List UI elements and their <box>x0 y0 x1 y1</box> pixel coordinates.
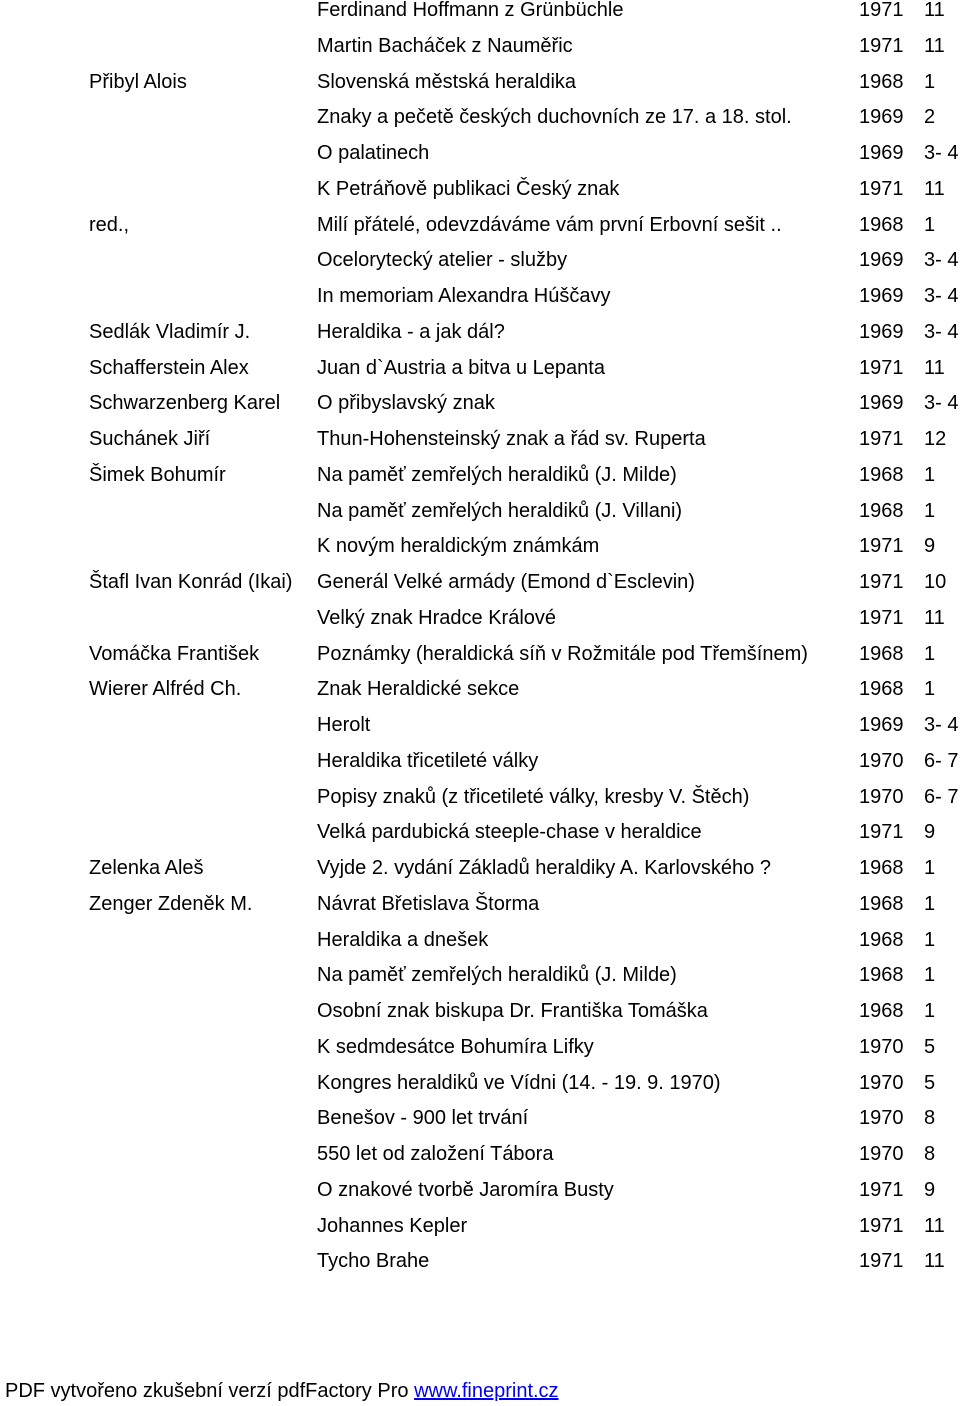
index-row <box>0 322 960 358</box>
index-row <box>0 1180 960 1216</box>
title-cell: Znaky a pečetě českých duchovních ze 17. a 18. stol. <box>317 106 792 129</box>
index-row <box>0 358 960 394</box>
title-cell: Juan d`Austria a bitva u Lepanta <box>317 356 605 379</box>
title-cell: 550 let od založení Tábora <box>317 1143 554 1165</box>
index-row <box>0 465 960 501</box>
index-row <box>0 143 960 179</box>
year-cell: 1970 <box>859 1107 904 1130</box>
index-row <box>0 858 960 894</box>
year-cell: 1968 <box>859 70 904 93</box>
index-row <box>0 1108 960 1144</box>
issue-cell: 3- 4 <box>924 392 959 415</box>
issue-cell: 5 <box>924 1071 936 1094</box>
index-row <box>0 1216 960 1252</box>
title-cell: Na paměť zemřelých heraldiků (J. Villani) <box>317 499 683 522</box>
issue-cell: 5 <box>924 1035 936 1058</box>
year-cell: 1970 <box>859 1035 904 1058</box>
issue-cell: 6- 7 <box>924 785 959 808</box>
year-cell: 1969 <box>859 714 904 736</box>
issue-cell: 11 <box>924 34 945 57</box>
year-cell: 1971 <box>859 606 904 629</box>
issue-cell: 3- 4 <box>924 320 959 343</box>
issue-cell: 10 <box>924 571 947 593</box>
year-cell: 1968 <box>859 964 904 987</box>
issue-cell: 11 <box>924 356 945 379</box>
index-row <box>0 715 960 751</box>
author-cell: red., <box>89 213 130 236</box>
issue-cell: 6- 7 <box>924 749 959 772</box>
title-cell: Návrat Břetislava Štorma <box>317 892 540 915</box>
index-row <box>0 429 960 465</box>
footer-link[interactable]: www.fineprint.cz <box>414 1380 559 1402</box>
index-row <box>0 393 960 429</box>
year-cell: 1971 <box>859 821 904 844</box>
issue-cell: 11 <box>924 1214 945 1237</box>
index-row <box>0 572 960 608</box>
index-row <box>0 965 960 1001</box>
year-cell: 1969 <box>859 320 904 343</box>
index-row <box>0 215 960 251</box>
issue-cell: 1 <box>924 964 936 987</box>
year-cell: 1969 <box>859 249 904 272</box>
year-cell: 1971 <box>859 428 904 450</box>
year-cell: 1969 <box>859 142 904 164</box>
issue-cell: 3- 4 <box>924 285 959 307</box>
title-cell: Martin Bacháček z Nauměřic <box>317 34 573 57</box>
author-cell: Zenger Zdeněk M. <box>89 892 253 915</box>
issue-cell: 11 <box>924 0 945 21</box>
author-cell: Zelenka Aleš <box>89 857 204 879</box>
year-cell: 1971 <box>859 1250 904 1273</box>
year-cell: 1969 <box>859 285 904 307</box>
year-cell: 1971 <box>859 177 904 200</box>
title-cell: Benešov - 900 let trvání <box>317 1107 529 1130</box>
year-cell: 1969 <box>859 106 904 129</box>
year-cell: 1971 <box>859 34 904 57</box>
issue-cell: 1 <box>924 499 936 522</box>
index-row <box>0 751 960 787</box>
issue-cell: 8 <box>924 1107 936 1130</box>
title-cell: K novým heraldickým známkám <box>317 535 600 558</box>
title-cell: Slovenská městská heraldika <box>317 70 577 93</box>
title-cell: Znak Heraldické sekce <box>317 678 520 701</box>
title-cell: Generál Velké armády (Emond d`Esclevin) <box>317 571 695 593</box>
title-cell: Ferdinand Hoffmann z Grünbüchle <box>317 0 624 21</box>
year-cell: 1971 <box>859 1214 904 1237</box>
issue-cell: 1 <box>924 642 936 665</box>
title-cell: Osobní znak biskupa Dr. Františka Tomáška <box>317 1000 708 1022</box>
year-cell: 1971 <box>859 535 904 558</box>
year-cell: 1968 <box>859 213 904 236</box>
issue-cell: 1 <box>924 928 936 951</box>
title-cell: Velký znak Hradce Králové <box>317 606 557 629</box>
title-cell: Popisy znaků (z třicetileté války, kresby V. Štěch) <box>317 785 750 808</box>
title-cell: Kongres heraldiků ve Vídni (14. - 19. 9. 1970) <box>317 1071 721 1094</box>
year-cell: 1971 <box>859 1178 904 1201</box>
issue-cell: 1 <box>924 892 936 915</box>
title-cell: Heraldika třicetileté války <box>317 749 539 772</box>
year-cell: 1970 <box>859 1071 904 1094</box>
title-cell: K sedmdesátce Bohumíra Lifky <box>317 1035 594 1058</box>
index-row <box>0 1073 960 1109</box>
index-row <box>0 894 960 930</box>
issue-cell: 9 <box>924 1178 936 1201</box>
issue-cell: 3- 4 <box>924 142 959 164</box>
title-cell: Vyjde 2. vydání Základů heraldiky A. Karlovského ? <box>317 857 771 879</box>
title-cell: Poznámky (heraldická síň v Rožmitále pod Třemšínem) <box>317 643 808 665</box>
title-cell: Ocelorytecký atelier - služby <box>317 249 568 272</box>
issue-cell: 3- 4 <box>924 249 959 272</box>
issue-cell: 11 <box>924 177 945 200</box>
title-cell: Milí přátelé, odevzdáváme vám první Erbovní sešit .. <box>317 213 782 236</box>
title-cell: Na paměť zemřelých heraldiků (J. Milde) <box>317 463 677 486</box>
index-row <box>0 1144 960 1180</box>
author-cell: Wierer Alfréd Ch. <box>89 678 242 701</box>
author-cell: Šimek Bohumír <box>89 463 226 486</box>
title-cell: O palatinech <box>317 142 430 164</box>
title-cell: Thun-Hohensteinský znak a řád sv. Ruperta <box>317 428 706 450</box>
author-cell: Přibyl Alois <box>89 70 187 93</box>
year-cell: 1968 <box>859 892 904 915</box>
index-row <box>0 536 960 572</box>
year-cell: 1971 <box>859 571 904 593</box>
issue-cell: 9 <box>924 535 936 558</box>
index-row <box>0 36 960 72</box>
title-cell: In memoriam Alexandra Húščavy <box>317 285 611 307</box>
issue-cell: 11 <box>924 1250 945 1273</box>
index-row <box>0 679 960 715</box>
index-row <box>0 608 960 644</box>
index-row <box>0 286 960 322</box>
author-cell: Schwarzenberg Karel <box>89 392 281 415</box>
author-cell: Sedlák Vladimír J. <box>89 320 251 343</box>
issue-cell: 2 <box>924 106 936 129</box>
title-cell: Heraldika - a jak dál? <box>317 320 505 343</box>
title-cell: K Petráňově publikaci Český znak <box>317 177 620 200</box>
year-cell: 1968 <box>859 928 904 951</box>
year-cell: 1968 <box>859 642 904 665</box>
issue-cell: 1 <box>924 70 936 93</box>
index-row <box>0 250 960 286</box>
index-row <box>0 1251 960 1287</box>
year-cell: 1970 <box>859 785 904 808</box>
title-cell: O přibyslavský znak <box>317 392 495 415</box>
index-row <box>0 930 960 966</box>
issue-cell: 1 <box>924 678 936 701</box>
year-cell: 1971 <box>859 356 904 379</box>
index-row <box>0 787 960 823</box>
year-cell: 1968 <box>859 1000 904 1022</box>
title-cell: Heraldika a dnešek <box>317 928 489 951</box>
issue-cell: 9 <box>924 821 936 844</box>
year-cell: 1970 <box>859 1143 904 1165</box>
pdf-footer <box>5 1380 559 1402</box>
title-cell: Herolt <box>317 714 371 736</box>
index-row <box>0 1001 960 1037</box>
issue-cell: 11 <box>924 606 945 629</box>
issue-cell: 8 <box>924 1143 936 1165</box>
index-row <box>0 822 960 858</box>
author-cell: Schafferstein Alex <box>89 356 249 379</box>
index-row <box>0 179 960 215</box>
year-cell: 1969 <box>859 392 904 415</box>
title-cell: O znakové tvorbě Jaromíra Busty <box>317 1178 614 1201</box>
issue-cell: 1 <box>924 463 936 486</box>
issue-cell: 12 <box>924 428 947 450</box>
title-cell: Na paměť zemřelých heraldiků (J. Milde) <box>317 964 677 987</box>
footer-text: PDF vytvořeno zkušební verzí pdfFactory Pro <box>5 1380 409 1402</box>
index-row <box>0 1037 960 1073</box>
year-cell: 1968 <box>859 499 904 522</box>
issue-cell: 1 <box>924 1000 936 1022</box>
year-cell: 1970 <box>859 749 904 772</box>
issue-cell: 1 <box>924 857 936 879</box>
title-cell: Tycho Brahe <box>317 1250 430 1273</box>
index-row <box>0 644 960 680</box>
title-cell: Johannes Kepler <box>317 1214 468 1237</box>
year-cell: 1968 <box>859 463 904 486</box>
year-cell: 1971 <box>859 0 904 21</box>
index-row <box>0 72 960 108</box>
issue-cell: 3- 4 <box>924 714 959 736</box>
author-cell: Suchánek Jiří <box>89 428 211 450</box>
index-row <box>0 0 960 36</box>
index-row <box>0 501 960 537</box>
index-row <box>0 107 960 143</box>
year-cell: 1968 <box>859 857 904 879</box>
issue-cell: 1 <box>924 213 936 236</box>
title-cell: Velká pardubická steeple-chase v heraldice <box>317 821 702 844</box>
author-cell: Štafl Ivan Konrád (Ikai) <box>89 571 293 593</box>
author-cell: Vomáčka František <box>89 642 260 665</box>
year-cell: 1968 <box>859 678 904 701</box>
